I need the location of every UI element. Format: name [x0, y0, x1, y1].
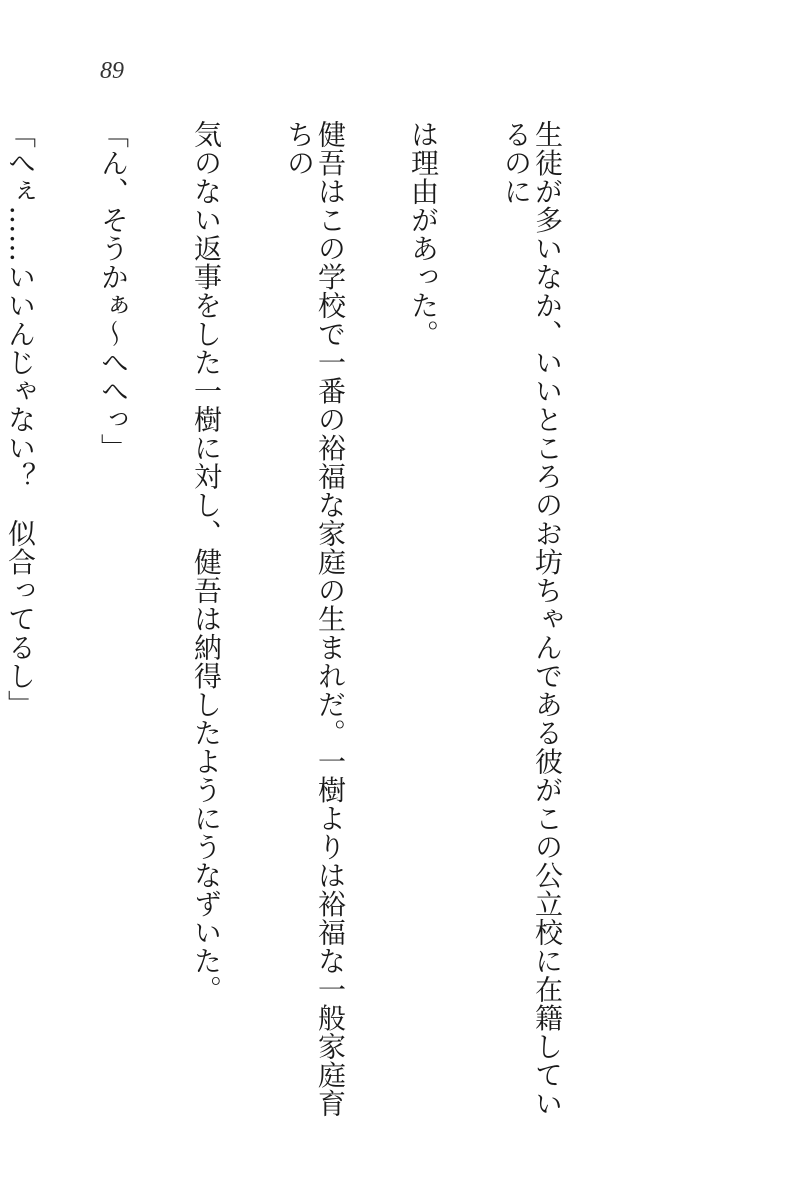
text-line: 生徒が多いなか、いいところのお坊ちゃんである彼がこの公立校に在籍しているのに — [500, 120, 564, 1118]
text-line: 健吾はこの学校で一番の裕福な家庭の生まれだ。一樹よりは裕福な一般家庭育ちの — [283, 120, 347, 1118]
vertical-text-block — [4, 120, 625, 1140]
text-line: 「ん、そうかぁ〜へへっ」 — [97, 120, 130, 462]
page-number: 89 — [100, 58, 124, 84]
text-line: は理由があった。 — [407, 120, 440, 348]
text-line: 気のない返事をした一樹に対し、健吾は納得したようにうなずいた。 — [190, 120, 223, 1004]
text-line: 「へぇ……いいんじゃない？ 似合ってるし」 — [4, 120, 37, 719]
